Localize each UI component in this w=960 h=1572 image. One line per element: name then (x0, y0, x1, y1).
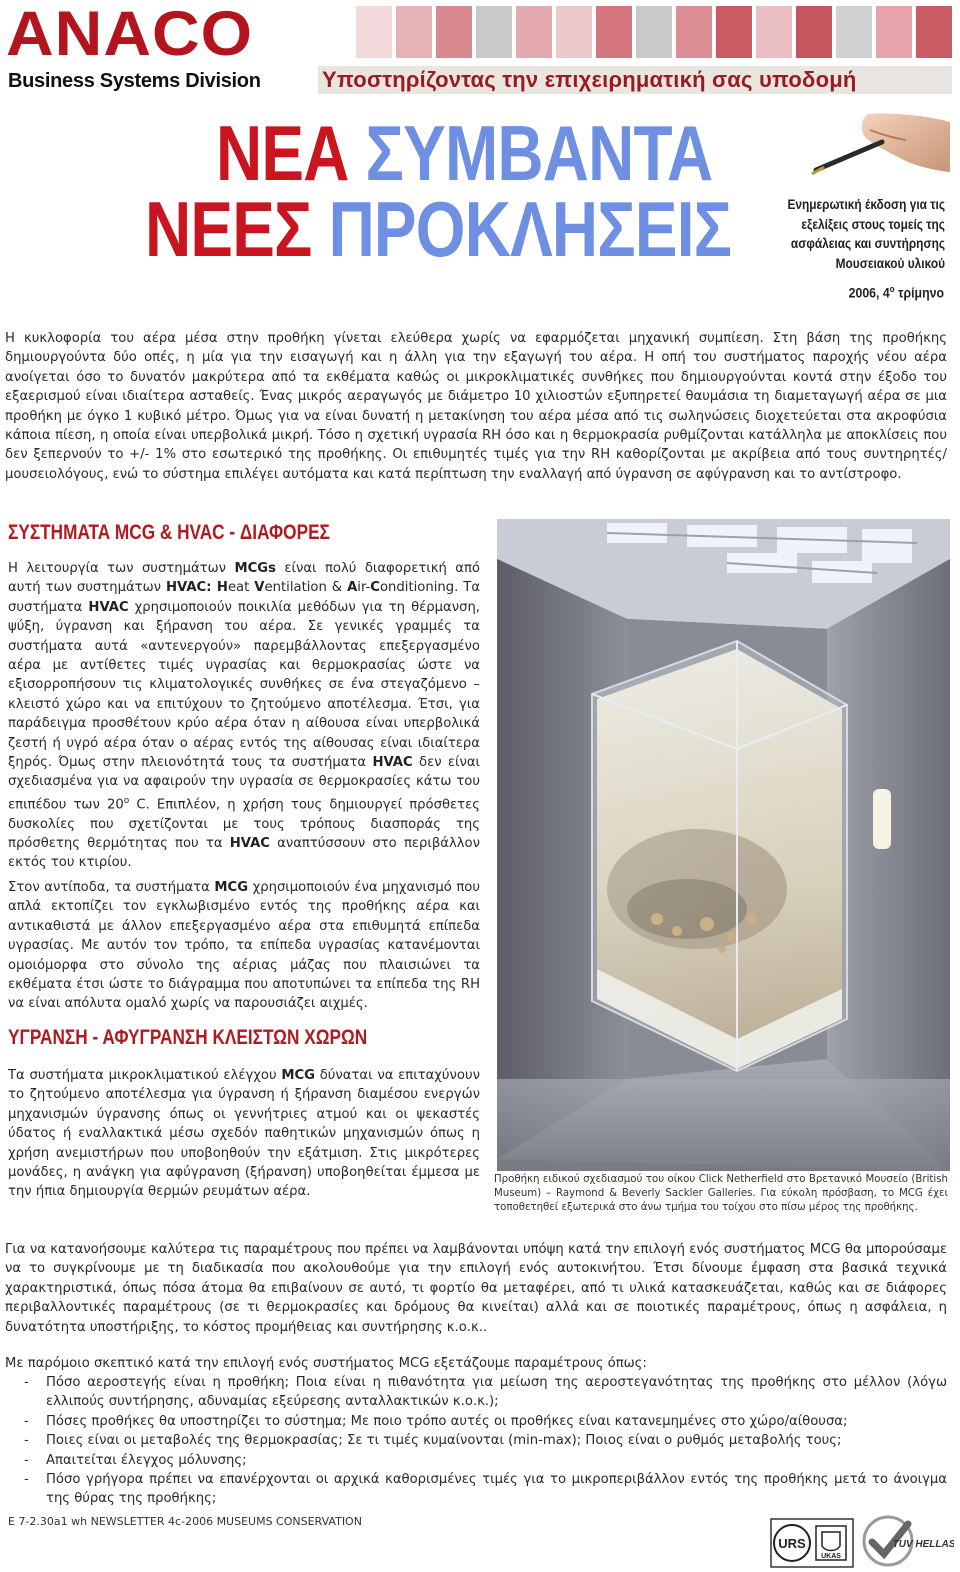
masthead-line-1 (216, 109, 713, 197)
text-run: χρησιμοποιούν ένα μηχανισμό που απλά εκτοπίζει τον εγκλωβισμένο εντός της προθήκης αέρα και αντικαθιστά με άλλον επεξεργασμένο αέρα στα επιθυμητά επίπεδα υγρασίας. Με αυτόν τον τρόπο, τα επίπεδα υγρασίας κατανέμονται ομοιόμορφα στο σύνολο της αέριας μάζας που πλαισιώνει τα εκθέματα έτσι ώστε το διάγραμμα που αποτυπώνει τα επίπεδα της RH να είναι απόλυτα ομαλό χωρίς να παρουσιάζει αιχμές. (8, 880, 480, 1012)
decorative-tile (556, 6, 592, 58)
cert2-text: TUV HELLAS (892, 1539, 954, 1550)
decorative-tile (756, 6, 792, 58)
photo-caption: Προθήκη ειδικού σχεδιασμού του οίκου Click Netherfield στο Βρετανικό Μουσείο (British Museum) – Raymond & Beverly Sackler Galleries. Για εύκολη πρόσβαση, το MCG έχει τοποθετηθεί εξωτερικά στο άνω τμήμα του τοίχου στο πίσω μέρος της προθήκης. (494, 1174, 948, 1213)
display-case-photo (497, 519, 950, 1171)
section2-paragraph-1 (8, 1066, 480, 1202)
list-item: - Απαιτείται έλεγχος μόλυνσης; (22, 1451, 947, 1470)
hand-pen-image (810, 112, 950, 182)
decorative-tile (516, 6, 552, 58)
info-line-3: ασφάλειας και συντήρησης (790, 236, 945, 251)
text-run: onditioning. Τα συστήματα (8, 580, 481, 615)
list-item: - Πόσες προθήκες θα υποστηρίζει το σύστημα; Με ποιο τρόπο αυτές οι προθήκες είναι κατανεμημένες στο χώρο/αίθουσα; (22, 1412, 947, 1431)
section-heading-humidification: ΥΓΡΑΝΣΗ - ΑΦΥΓΡΑΝΣΗ ΚΛΕΙΣΤΩΝ ΧΩΡΩΝ (8, 1026, 368, 1049)
text-run: Στον αντίποδα, τα συστήματα (8, 880, 215, 895)
text-run: V (254, 580, 265, 596)
text-run: C. Επιπλέον, η χρήση τους δημιουργεί πρόσθετες δυσκολίες που σχετίζονται με τους τρόπους διασποράς της πρόσθετης θερμότητας που τα (8, 797, 480, 852)
text-run: HVAC (372, 755, 413, 771)
masthead-word-3: ΝΕΕΣ (145, 185, 312, 273)
text-run: A (347, 580, 358, 596)
decorative-tile (636, 6, 672, 58)
decorative-tile (876, 6, 912, 58)
decorative-tile (476, 6, 512, 58)
decorative-tile (796, 6, 832, 58)
text-run: Τα συστήματα μικροκλιματικού ελέγχου (8, 1068, 282, 1083)
text-run: δεν είναι σχεδιασμένα για να αφαιρούν την υγρασία σε θερμοκρασίες κάτω του επιπέδου των 20 (8, 755, 481, 813)
masthead-word-4: ΠΡΟΚΛΗΣΕΙΣ (328, 185, 732, 273)
text-run: MCG (281, 1068, 315, 1083)
list-item: - Πόσο αεροστεγής είναι η προθήκη; Ποια είναι η πιθανότητα για μείωση της αεροστεγανότητας της προθήκης στο μέλλον (λόγω ελλιπούς συντήρησης, αδυναμίας εξεύρεσης ανταλλακτικών κ.ο.κ.); (22, 1373, 947, 1412)
text-run: Η λειτουργία των συστημάτων (8, 561, 235, 576)
tagline-text: Υποστηρίζοντας την επιχειρηματική σας υποδομή (322, 67, 857, 92)
text-run: χρησιμοποιούν ποικιλία μεθόδων για τη θέρμανση, ψύξη, ύγρανση και ξήρανση του αέρα. Σε γενικές γραμμές τα συστήματα αυτά «αντενεργούν» παρεμβάλλοντας επεξεργασμένο αέρα με αντίθετες τιμές υγρασίας και θερμοκρασίας ώστε να εξισορροπήσουν τις κλιματολογικές συνθήκες σε ένα στεγαζόμενο – κλειστό χώρο και να επιτύχουν το ζητούμενο αποτέλεσμα. Έτσι, για παράδειγμα προσθέτουν κρύο αέρα όταν η αίθουσα είναι υπερβολικά ζεστή ή υγρό αέρα όταν ο αέρας εντός της αίθουσας είναι ιδιαίτερα ξηρός. Όμως στην πλειονότητά τους τα συστήματα (8, 599, 480, 771)
text-run: entilation & (264, 580, 348, 596)
issue-sup: ο (889, 284, 895, 294)
publication-info (765, 195, 945, 273)
masthead-line-2 (145, 185, 732, 273)
text-run: HVAC (229, 836, 270, 852)
tagline-bar (318, 66, 952, 94)
decorative-tile (356, 6, 392, 58)
cert1-sub: UKAS (821, 1553, 841, 1560)
text-run: αναπτύσσουν στο περιβάλλον εκτός του κτιρίου. (8, 836, 480, 871)
section-heading-mcg-hvac: ΣΥΣΤΗΜΑΤΑ MCG & HVAC - ΔΙΑΦΟΡΕΣ (8, 521, 330, 544)
section1-paragraph-2 (8, 878, 480, 1014)
decorative-tile (436, 6, 472, 58)
decorative-tile (836, 6, 872, 58)
urs-ukas-certification-logo (770, 1518, 854, 1568)
info-line-2: εξελίξεις στους τομείς της (801, 216, 945, 232)
comparison-paragraph: Για να κατανοήσουμε καλύτερα τις παραμέτρους που πρέπει να λαμβάνονται υπόψη κατά την επιλογή ενός συστήματος MCG θα μπορούσαμε να το συγκρίνουμε με τη διαδικασία που ακολουθούμε για την επιλογή ενός αυτοκινήτου. Έτσι δίνουμε έμφαση στα βασικά τεχνικά χαρακτηριστικά, όπως πόσα άτομα θα επιβαίνουν σε αυτό, τι φορτίο θα μεταφέρει, από τι υλικά κατασκευάζεται, καθώς και σε διάφορες περιβαλλοντικές παραμέτρους (σε τι θερμοκρασίες και δρόμους θα κινείται) αλλά και σε ποιοτικές παραμέτρους, όπως η ασφάλεια, η δυνατότητα υποστήριξης, το κόστος προμήθειας και συντήρησης κ.ο.κ.. (5, 1242, 947, 1335)
decorative-tile (596, 6, 632, 58)
list-item: - Ποιες είναι οι μεταβολές της θερμοκρασίας; Σε τι τιμές κυμαίνονται (min-max); Ποιος είναι ο ρυθμός μεταβολής τους; (22, 1431, 947, 1450)
footer-code: E 7-2.30a1 wh NEWSLETTER 4c-2006 MUSEUMS CONSERVATION (8, 1515, 362, 1528)
decorative-tile (916, 6, 952, 58)
text-run: ir- (357, 580, 371, 596)
decorative-tile (676, 6, 712, 58)
parameters-intro: Με παρόμοιο σκεπτικό κατά την επιλογή ενός συστήματος MCG εξετάζουμε παραμέτρους όπως: (5, 1356, 647, 1371)
cert1-text: URS (778, 1536, 806, 1551)
decorative-tile (396, 6, 432, 58)
list-item: - Πόσο γρήγορα πρέπει να επανέρχονται οι αρχικά καθορισμένες τιμές για το μικροπεριβάλλον εντός της προθήκης μετά το άνοιγμα της θύρας της προθήκης; (22, 1470, 947, 1509)
decorative-tile (716, 6, 752, 58)
text-run: HVAC: H (166, 580, 228, 596)
text-run: είναι πολύ διαφορετική από αυτή των συστημάτων (8, 561, 480, 596)
section1-paragraph-1 (8, 559, 480, 873)
text-run: HVAC (88, 599, 129, 615)
masthead-word-1: ΝΕΑ (216, 109, 349, 197)
logo-text: ANACO (6, 0, 253, 69)
issue-year: 2006, 4 (848, 284, 890, 301)
issue-suffix: τρίμηνο (894, 284, 944, 301)
tuv-hellas-logo (858, 1514, 954, 1568)
parameters-list (22, 1373, 947, 1509)
info-line-4: Μουσειακού υλικού (835, 255, 945, 271)
decorative-tiles (356, 6, 952, 58)
issue-date (808, 284, 944, 301)
intro-paragraph: Η κυκλοφορία του αέρα μέσα στην προθήκη γίνεται ελεύθερα χωρίς να εφαρμόζεται μηχανική συμπίεση. Στη βάση της προθήκης δημιουργούντα δύο οπές, η μία για την εισαγωγή και η άλλη για την εξαγωγή του αέρα. Η οπή του συστήματος παροχής νέου αέρα ανοίγεται όσο το δυνατόν μακρύτερα από τα εκθέματα καθώς οι μικροκλιματικές συνθήκες που δημιουργούνται κοντά στην έξοδο του εξαερισμού είναι ιδιαίτερα ασταθείς. Ένας μικρός αεραγωγός με διάμετρο 10 χιλιοστών εξυπηρετεί θαυμάσια τη διαμεταγωγή αέρα σε μια προθήκη με όγκο 1 κυβικό μέτρο. Όμως για να είναι δυνατή η μετακίνηση του αέρα μέσα από τις σωληνώσεις διοχετεύεται στα ακροφύσια κάποια πίεση, η οποία είναι υπερβολικά μικρή. Τόσο η σχετική υγρασία RH όσο και η θερμοκρασία ρυθμίζονται κατάλληλα με αποκλίσεις που δεν ξεπερνούν το +/- 1% στο εσωτερικό της προθήκης. Οι επιθυμητές τιμές για την RH καθορίζονται με ακρίβεια από τους συντηρητές/ μουσειολόγους, ενώ το σύστημα επιλέγει αυτόματα και κατά περίπτωση την εναλλαγή από ύγρανση σε αφύγρανση και το αντίστροφο. (5, 331, 947, 482)
text-run: ο (123, 795, 130, 806)
info-line-1: Ενημερωτική έκδοση για τις (787, 197, 945, 212)
division-name: Business Systems Division (8, 70, 261, 92)
text-run: C (370, 580, 380, 596)
text-run: eat (227, 580, 255, 596)
anaco-logo (6, 0, 296, 70)
text-run: MCGs (234, 561, 276, 576)
masthead-word-2: ΣΥΜΒΑΝΤΑ (365, 109, 713, 197)
text-run: δύναται να επιταχύνουν το ζητούμενο αποτέλεσμα για ύγρανση ή ξήρανση διαμέσου ενεργών μηχανισμών ύγρανσης όπως οι γεννήτριες ατμού και οι ψεκαστές ύδατος ή εναλλακτικά μέσω σχεδόν παθητικών μηχανισμών όπως η χρήση ανεμιστήρων που υποβοηθούν την εξάτμιση. Στις μικρότερες μονάδες, η ανάγκη για αφύγρανση (ξήρανση) υποβοηθείται έμμεσα με την ήπια δημιουργία θερμών ρευμάτων αέρα. (8, 1068, 480, 1200)
text-run: MCG (214, 880, 249, 895)
